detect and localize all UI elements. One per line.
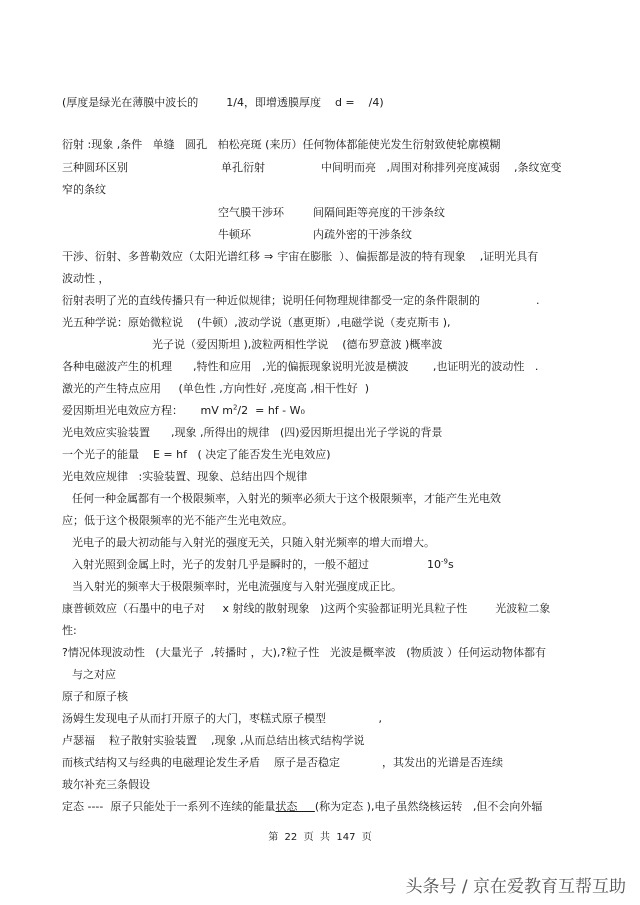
text-span: 玻尔补充三条假设 <box>62 778 150 791</box>
text-span: 爱因斯坦光电效应方程： mV m <box>62 404 233 417</box>
text-span: s <box>447 558 454 571</box>
text-line <box>72 558 369 572</box>
text-span: 性: <box>62 624 77 637</box>
text-span: 牛顿环 <box>218 228 251 241</box>
text-line <box>62 646 546 660</box>
text-line <box>62 360 538 374</box>
text-line <box>62 316 451 330</box>
text-line <box>62 161 128 175</box>
text-line <box>62 778 150 792</box>
text-span: 汤姆生发现电子从而打开原子的大门，枣糕式原子模型 , <box>62 712 382 725</box>
text-span: 光子说（爱因斯坦 ),波粒两相性学说 (德布罗意波 )概率波 <box>152 338 443 351</box>
text-span: 窄的条纹 <box>62 183 106 196</box>
text-line <box>62 624 77 638</box>
text-span: /2 = hf - W₀ <box>237 404 305 417</box>
text-line <box>62 690 128 704</box>
text-line <box>62 183 106 197</box>
text-line <box>62 734 364 748</box>
text-line <box>321 161 561 175</box>
text-line <box>62 404 305 418</box>
text-span: 干涉、衍射、多普勒效应（太阳光谱红移 <box>62 250 260 263</box>
text-span: 当入射光的频率大于极限频率时，光电流强度与入射光强度成正比。 <box>72 580 402 593</box>
text-span: 10 <box>427 558 441 571</box>
text-span: 光电子的最大初动能与入射光的强度无关，只随入射光频率的增大而增大。 <box>72 536 435 549</box>
text-span: ?情况体现波动性 (大量光子 ,转播时 ，大),?粒子性 光波是概率波 (物质波 ）任何运动物体都有 <box>62 646 546 659</box>
text-span: 空气膜干涉环 <box>218 206 284 219</box>
text-line <box>62 712 382 726</box>
text-span: 衍射表明了光的直线传播只有一种近似规律；说明任何物理规律都受一定的条件限制的 . <box>62 294 540 307</box>
text-line <box>72 668 116 682</box>
text-span: 单孔衍射 <box>221 161 265 174</box>
text-span: 应；低于这个极限频率的光不能产生光电效应。 <box>62 514 293 527</box>
text-span: 各种电磁波产生的机理 ,特性和应用 ,光的偏振现象说明光波是横波 ,也证明光的波动性 . <box>62 360 539 373</box>
text-line <box>62 602 550 616</box>
text-span: 宇宙在膨胀 ）、偏振都是波的特有现象 ,证明光具有 <box>277 250 539 263</box>
text-line <box>62 426 443 440</box>
text-span: 内疏外密的干涉条纹 <box>313 228 412 241</box>
text-span: 入射光照到金属上时，光子的发射几乎是瞬时的，一般不超过 <box>72 558 369 571</box>
text-line <box>62 470 307 484</box>
text-line <box>221 161 265 175</box>
text-line <box>152 338 442 352</box>
text-span: 卢瑟福 粒子散射实验装置 ,现象 ,从而总结出核式结构学说 <box>62 734 365 747</box>
text-line <box>218 206 284 220</box>
text-line <box>62 138 500 152</box>
text-line <box>62 272 110 286</box>
text-line <box>313 206 445 220</box>
text-span: (称为定态 ),电子虽然绕核运转 ,但不会向外辐 <box>314 800 543 813</box>
text-line <box>72 580 402 594</box>
superscript: -9 <box>441 557 448 566</box>
text-span: 任何一种金属都有一个极限频率，入射光的频率必须大于这个极限频率，才能产生光电效 <box>72 492 501 505</box>
text-line <box>62 294 539 308</box>
text-line <box>62 96 384 110</box>
text-span: (厚度是绿光在薄膜中波长的 1/4，即增透膜厚度 d = /4) <box>62 96 384 109</box>
text-span: 光电效应实验装置 ,现象 ,所得出的规律 (四)爱因斯坦提出光子学说的背景 <box>62 426 443 439</box>
text-span: 中间明而亮 ,周围对称排列亮度减弱 ,条纹宽变 <box>321 161 562 174</box>
text-span: 激光的产生特点应用 (单色性 ,方向性好 ,亮度高 ,相干性好 ) <box>62 382 370 395</box>
text-line <box>218 228 251 242</box>
text-line <box>62 382 369 396</box>
text-span: 波动性 ， <box>62 272 110 285</box>
text-line <box>62 250 538 264</box>
text-span: 衍射 :现象 ,条件 单缝 圆孔 柏松亮斑 (来历）任何物体都能使光发生衍射致使轮廓模糊 <box>62 138 501 151</box>
text-span: 而核式结构又与经典的电磁理论发生矛盾 原子是否稳定 ，其发出的光谱是否连续 <box>62 756 503 769</box>
superscript: 2 <box>232 403 238 412</box>
text-line <box>62 514 293 528</box>
page-number-footer: 第 22 页 共 147 页 <box>268 832 372 843</box>
text-span: 光电效应规律 :实验装置、现象、总结出四个规律 <box>62 470 308 483</box>
text-span: 原子和原子核 <box>62 690 128 703</box>
text-line <box>72 536 435 550</box>
text-span: 光五种学说：原始微粒说 (牛顿）,波动学说（惠更斯）,电磁学说（麦克斯韦 ), <box>62 316 451 329</box>
text-span: 三种圆环区别 <box>62 161 128 174</box>
underlined-text: 状态 <box>275 800 315 813</box>
text-line <box>62 800 542 814</box>
text-span: 一个光子的能量 E = hf ( 决定了能否发生光电效应) <box>62 448 331 461</box>
text-line <box>62 448 331 462</box>
text-line <box>427 558 454 572</box>
text-span: 与之对应 <box>72 668 116 681</box>
text-span: 康普顿效应（石墨中的电子对 x 射线的散射现象 )这两个实验都证明光具粒子性 光波粒二象 <box>62 602 551 615</box>
watermark-text: 头条号 / 京在爱教育互帮互助 <box>405 877 626 897</box>
text-span: 定态 ---- 原子只能处于一系列不连续的能量 <box>62 800 276 813</box>
text-line <box>72 492 501 506</box>
implies-arrow-icon: ⇒ <box>264 250 274 263</box>
text-line <box>62 756 503 770</box>
text-span: 间隔间距等亮度的干涉条纹 <box>313 206 445 219</box>
text-line <box>313 228 412 242</box>
